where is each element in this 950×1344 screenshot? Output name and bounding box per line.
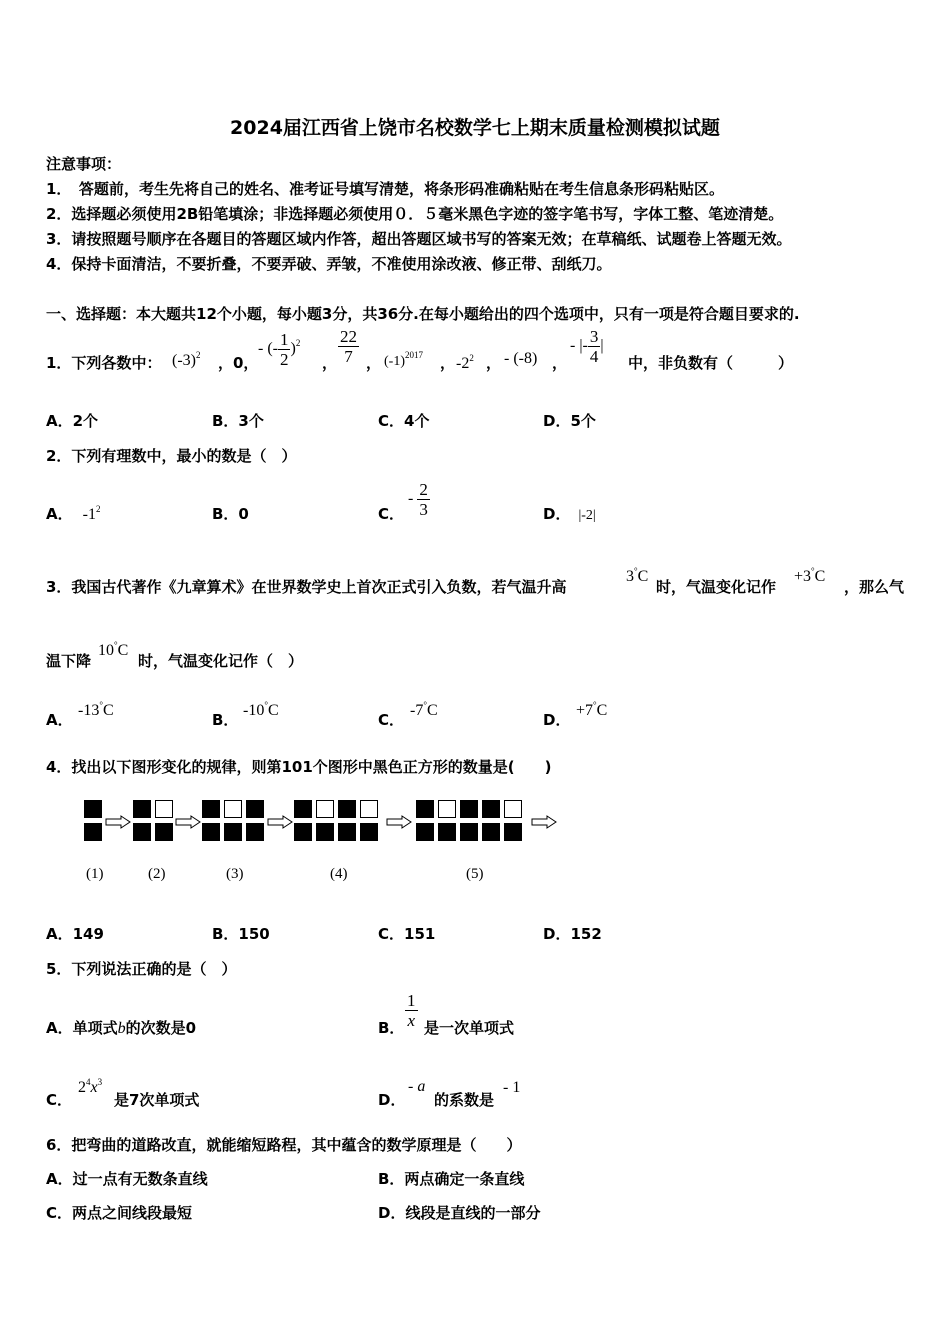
- q6-stem: 6．把弯曲的道路改直，就能缩短路程，其中蕴含的数学原理是（ ）: [46, 1136, 522, 1154]
- q3-option-a-value: -13°C: [78, 700, 114, 719]
- q3-option-a-label[interactable]: A．: [46, 711, 73, 729]
- q3-line1-part1: 3．我国古代著作《九章算术》在世界数学史上首次正式引入负数，若气温升高: [46, 578, 567, 596]
- black-square: [338, 800, 356, 818]
- q3-value-3: 10°C: [98, 640, 129, 659]
- q5-option-a[interactable]: A．单项式b的次数是0: [46, 1019, 197, 1037]
- figure-label-4: (4): [330, 866, 348, 882]
- q3-option-c-value: -7°C: [410, 700, 438, 719]
- black-square: [460, 823, 478, 841]
- q1-expr-5: $-2^2$: [456, 353, 474, 372]
- q4-option-d[interactable]: D．152: [543, 925, 602, 943]
- q2-option-c-value: - $\frac{2}{3}$: [408, 480, 428, 519]
- arrow-right-icon: [267, 815, 293, 829]
- q1-comma: ，: [366, 354, 382, 372]
- q6-option-d[interactable]: D．线段是直线的一部分: [378, 1204, 541, 1222]
- q4-option-b[interactable]: B．150: [212, 925, 270, 943]
- white-square: [438, 800, 456, 818]
- notice-item-3: 3．请按照题号顺序在各题目的答题区域内作答，超出答题区域书写的答案无效；在草稿纸、试题卷上答题无效。: [46, 230, 792, 248]
- black-square: [224, 823, 242, 841]
- notice-item-4: 4．保持卡面清洁，不要折叠，不要弄破、弄皱，不准使用涂改液、修正带、刮纸刀。: [46, 255, 612, 273]
- black-square: [360, 823, 378, 841]
- black-square: [202, 823, 220, 841]
- q1-prefix: 1．下列各数中：: [46, 354, 162, 372]
- arrow-right-icon: [531, 815, 557, 829]
- q3-value-1: 3°C: [626, 566, 649, 585]
- q3-line1-part2: 时，气温变化记作: [656, 578, 777, 596]
- q1-comma: ，: [552, 354, 568, 372]
- black-square: [246, 800, 264, 818]
- q5-option-c-expr: $2^4x^3$: [78, 1077, 103, 1096]
- black-square: [438, 823, 456, 841]
- q1-option-d[interactable]: D．5个: [543, 412, 596, 430]
- black-square: [294, 800, 312, 818]
- q1-expr-3: $\frac{22}{7}$: [340, 327, 357, 366]
- q1-suffix: 中，非负数有（ ）: [628, 354, 794, 372]
- q1-option-c[interactable]: C．4个: [378, 412, 430, 430]
- black-square: [482, 800, 500, 818]
- q2-option-c-label[interactable]: C．: [378, 505, 405, 523]
- black-square: [416, 823, 434, 841]
- figure-label-2: (2): [148, 866, 166, 882]
- q5-option-d-value: - 1: [503, 1079, 521, 1096]
- black-square: [504, 823, 522, 841]
- arrow-right-icon: [105, 815, 131, 829]
- q3-value-2: +3°C: [794, 566, 826, 585]
- black-square: [84, 823, 102, 841]
- q5-option-d-text: 的系数是: [434, 1091, 495, 1109]
- black-square: [460, 800, 478, 818]
- q2-option-b[interactable]: B．0: [212, 505, 249, 523]
- q2-option-a[interactable]: A． $-1^2$: [46, 504, 101, 523]
- q5-option-b-label[interactable]: B．: [378, 1019, 405, 1037]
- white-square: [316, 800, 334, 818]
- section-heading: 一、选择题：本大题共12个小题，每小题3分，共36分.在每小题给出的四个选项中，只有一项是符合题目要求的.: [46, 305, 800, 323]
- q5-option-d-label[interactable]: D．: [378, 1091, 406, 1109]
- q4-option-c[interactable]: C．151: [378, 925, 436, 943]
- page-title: 2024届江西省上饶市名校数学七上期末质量检测模拟试题: [230, 117, 720, 139]
- q3-option-b-label[interactable]: B．: [212, 711, 239, 729]
- black-square: [133, 800, 151, 818]
- q1-comma: ，: [486, 354, 502, 372]
- q1-expr-2: - (- $\frac{1}{2}$ )$^2$: [258, 330, 301, 369]
- q1-option-b[interactable]: B．3个: [212, 412, 264, 430]
- q6-option-a[interactable]: A．过一点有无数条直线: [46, 1170, 208, 1188]
- q3-option-d-label[interactable]: D．: [543, 711, 571, 729]
- q4-stem: 4．找出以下图形变化的规律，则第101个图形中黑色正方形的数量是( ): [46, 758, 552, 776]
- q1-zero: ，0，: [218, 354, 259, 372]
- black-square: [316, 823, 334, 841]
- white-square: [504, 800, 522, 818]
- q1-expr-6: - (-8): [504, 350, 538, 367]
- q3-line2-part2: 时，气温变化记作（ ）: [138, 652, 304, 670]
- white-square: [224, 800, 242, 818]
- notice-heading: 注意事项：: [46, 155, 122, 173]
- q5-option-b-fraction: $\frac{1}{x}$: [407, 991, 416, 1030]
- q2-option-d[interactable]: D． |-2|: [543, 505, 596, 523]
- white-square: [155, 800, 173, 818]
- notice-item-1: 1． 答题前，考生先将自己的姓名、准考证号填写清楚，将条形码准确粘贴在考生信息条形码粘贴区。: [46, 180, 724, 198]
- q6-option-c[interactable]: C．两点之间线段最短: [46, 1204, 193, 1222]
- q4-option-a[interactable]: A．149: [46, 925, 104, 943]
- figure-label-5: (5): [466, 866, 484, 882]
- q2-stem: 2．下列有理数中，最小的数是（ ）: [46, 447, 297, 465]
- q6-option-b[interactable]: B．两点确定一条直线: [378, 1170, 525, 1188]
- q3-option-d-value: +7°C: [576, 700, 608, 719]
- q3-option-b-value: -10°C: [243, 700, 279, 719]
- notice-item-2: 2．选择题必须使用2B铅笔填涂；非选择题必须使用０．５毫米黑色字迹的签字笔书写，字体工整、笔迹清楚。: [46, 205, 784, 223]
- q1-option-a[interactable]: A．2个: [46, 412, 99, 430]
- arrow-right-icon: [386, 815, 412, 829]
- black-square: [133, 823, 151, 841]
- q1-expr-1: $(-3)^2$: [172, 350, 201, 369]
- black-square: [294, 823, 312, 841]
- black-square: [416, 800, 434, 818]
- figure-label-3: (3): [226, 866, 244, 882]
- q3-line1-part3: ，那么气: [844, 578, 905, 596]
- q1-comma: ，: [322, 354, 338, 372]
- black-square: [155, 823, 173, 841]
- white-square: [360, 800, 378, 818]
- black-square: [84, 800, 102, 818]
- q1-expr-4: $(-1)^{2017}$: [384, 350, 423, 369]
- black-square: [246, 823, 264, 841]
- q5-option-d-expr: - a: [408, 1078, 426, 1095]
- black-square: [338, 823, 356, 841]
- q1-expr-7: - |- $\frac{3}{4}$ |: [570, 327, 604, 366]
- arrow-right-icon: [175, 815, 201, 829]
- q5-option-c-text: 是7次单项式: [114, 1091, 200, 1109]
- q3-option-c-label[interactable]: C．: [378, 711, 405, 729]
- q3-line2-part1: 温下降: [46, 652, 92, 670]
- figure-label-1: (1): [86, 866, 104, 882]
- q1-comma: ，: [440, 354, 456, 372]
- q5-option-b-text: 是一次单项式: [424, 1019, 515, 1037]
- q5-option-c-label[interactable]: C．: [46, 1091, 73, 1109]
- q5-stem: 5．下列说法正确的是（ ）: [46, 960, 237, 978]
- black-square: [482, 823, 500, 841]
- black-square: [202, 800, 220, 818]
